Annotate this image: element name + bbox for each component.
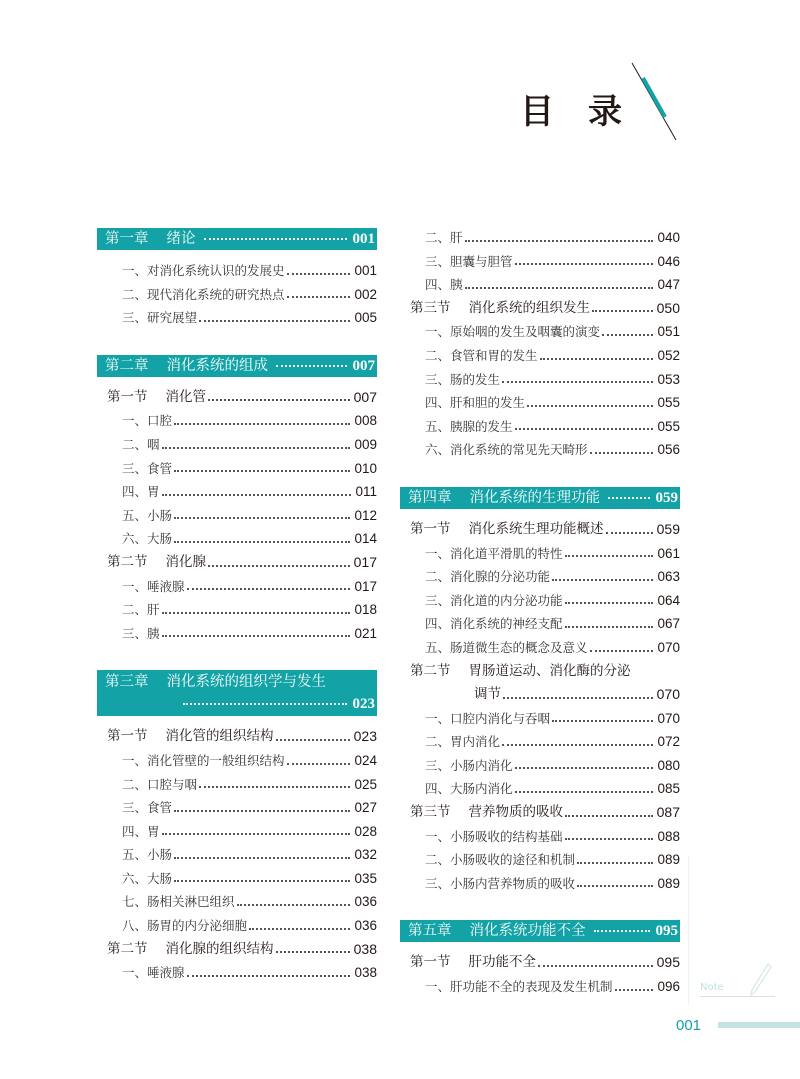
item-page: 056 [657, 442, 680, 458]
item-page: 051 [657, 324, 680, 340]
section-title: 消化系统的组织发生 [468, 299, 590, 316]
section-label: 第一节 [410, 520, 451, 537]
item-page: 038 [354, 965, 377, 981]
item-page: 072 [657, 734, 680, 750]
item-page: 021 [354, 625, 377, 641]
item-title: 四、肝和胆的发生 [425, 395, 526, 411]
item-title: 三、食管 [122, 800, 173, 816]
item-page: 088 [657, 828, 680, 844]
dot-leader [199, 786, 350, 788]
section-label: 第一节 [410, 954, 451, 971]
item-title: 六、大肠 [122, 531, 173, 547]
chapter-title: 消化系统的组织学与发生 [166, 674, 326, 691]
section-label: 第三节 [410, 299, 451, 316]
item-title: 三、肠的发生 [425, 371, 501, 387]
chapter-title: 消化系统的组成 [166, 357, 268, 374]
toc-item[interactable] [97, 820, 377, 844]
section-title: 肝功能不全 [468, 954, 536, 971]
section-page: 070 [656, 686, 680, 703]
toc-item[interactable] [400, 777, 680, 801]
dot-leader [162, 612, 351, 614]
section-title: 消化系统生理功能概述 [468, 520, 604, 537]
chapter-heading[interactable] [97, 355, 377, 377]
toc-item[interactable] [97, 504, 377, 528]
section-label: 第二节 [410, 662, 451, 679]
dot-leader [174, 517, 350, 519]
toc-item[interactable] [400, 542, 680, 566]
item-title: 一、消化道平滑肌的特性 [425, 545, 563, 561]
dot-leader [249, 928, 350, 930]
item-page: 052 [657, 347, 680, 363]
item-page: 040 [657, 230, 680, 245]
dot-leader [565, 838, 654, 840]
dot-leader [527, 405, 653, 407]
chapter-heading[interactable] [97, 670, 377, 716]
item-page: 012 [354, 507, 377, 523]
toc-item[interactable] [400, 438, 680, 462]
toc-item[interactable] [97, 796, 377, 820]
dot-leader [538, 965, 653, 967]
toc-item[interactable] [97, 961, 377, 985]
item-page: 064 [657, 592, 680, 608]
item-title: 三、消化道的内分泌功能 [425, 592, 563, 608]
toc-item[interactable] [400, 368, 680, 392]
page-number: 001 [676, 1017, 702, 1034]
toc-item[interactable] [97, 527, 377, 551]
item-title: 三、胰 [122, 625, 160, 641]
dot-leader [503, 697, 653, 699]
item-page: 063 [657, 569, 680, 585]
item-title: 一、对消化系统认识的发展史 [122, 263, 285, 278]
item-title: 一、口腔内消化与吞咽 [425, 710, 551, 726]
item-page: 047 [657, 277, 680, 293]
dot-leader [592, 310, 653, 312]
chapter-page: 059 [655, 489, 678, 506]
chapter-title: 绪论 [166, 231, 196, 247]
section-entry[interactable] [97, 386, 377, 410]
item-title: 二、现代消化系统的研究热点 [122, 286, 285, 302]
dot-leader [515, 428, 654, 430]
chapter-heading[interactable] [400, 920, 680, 942]
item-title: 一、唾液腺 [122, 578, 185, 594]
toc-item[interactable] [97, 480, 377, 504]
item-page: 055 [657, 395, 680, 411]
section-title-cont: 调节 [474, 686, 501, 703]
item-page: 009 [354, 436, 377, 452]
toc-item[interactable] [400, 612, 680, 636]
toc-item[interactable] [400, 344, 680, 368]
dot-leader [552, 579, 653, 581]
dot-leader [174, 880, 350, 882]
toc-item[interactable] [97, 259, 377, 283]
item-page: 089 [657, 852, 680, 868]
section-line-2 [410, 683, 680, 707]
toc-item[interactable] [400, 636, 680, 660]
item-page: 070 [657, 639, 680, 655]
item-title: 一、消化管壁的一般组织结构 [122, 752, 285, 768]
dot-leader [515, 263, 654, 265]
item-title: 四、大肠内消化 [425, 781, 513, 797]
toc-item[interactable] [400, 848, 680, 872]
section-page: 095 [656, 954, 680, 971]
toc-column-right [400, 226, 680, 999]
toc-item[interactable] [400, 754, 680, 778]
section-title: 消化腺的组织结构 [165, 940, 274, 957]
dot-leader [615, 989, 654, 991]
item-title: 三、小肠内消化 [425, 757, 513, 773]
dot-leader [162, 494, 352, 496]
dot-leader [502, 744, 653, 746]
item-title: 五、胰腺的发生 [425, 418, 513, 434]
dot-leader [187, 588, 351, 590]
section-title: 胃肠道运动、消化酶的分泌 [468, 662, 631, 679]
item-title: 一、小肠吸收的结构基础 [425, 828, 563, 844]
item-page: 014 [354, 531, 377, 547]
chapter-label: 第一章 [105, 231, 149, 247]
item-page: 061 [657, 545, 680, 561]
dot-leader [162, 635, 351, 637]
section-label: 第一节 [107, 388, 148, 405]
item-title: 一、原始咽的发生及咽囊的演变 [425, 324, 601, 340]
note-label: Note [700, 982, 724, 993]
item-page: 008 [354, 413, 377, 429]
dot-leader [174, 423, 350, 425]
item-page: 027 [354, 800, 377, 816]
item-title: 三、食管 [122, 460, 173, 476]
toc-item[interactable] [97, 843, 377, 867]
dot-leader [187, 975, 351, 977]
chapter-spacer [97, 330, 377, 355]
item-page: 002 [354, 286, 377, 302]
dot-leader [602, 334, 653, 336]
item-page: 089 [657, 875, 680, 891]
toc-item[interactable] [400, 273, 680, 297]
item-title: 八、肠胃的内分泌细胞 [122, 918, 248, 934]
toc-item[interactable] [400, 565, 680, 589]
dot-leader [287, 273, 351, 275]
chapter-label: 第二章 [105, 357, 149, 374]
dot-leader [174, 541, 350, 543]
item-title: 二、肝 [425, 230, 463, 245]
item-page: 035 [354, 870, 377, 886]
section-label: 第二节 [107, 553, 148, 570]
dot-leader [540, 358, 654, 360]
dot-leader [565, 555, 654, 557]
toc-item[interactable] [97, 433, 377, 457]
chapter-spacer [400, 895, 680, 920]
toc-item[interactable] [400, 320, 680, 344]
dot-leader [174, 857, 350, 859]
item-title: 五、肠道微生态的概念及意义 [425, 639, 588, 655]
item-title: 五、小肠 [122, 847, 173, 863]
toc-item[interactable] [400, 872, 680, 896]
chapter-spacer [97, 645, 377, 670]
chapter-label: 第五章 [408, 923, 452, 940]
chapter-label: 第三章 [105, 674, 149, 691]
item-page: 080 [657, 757, 680, 773]
item-page: 028 [354, 823, 377, 839]
page-title: 目录 [520, 92, 656, 132]
toc-item[interactable] [400, 707, 680, 731]
section-page: 007 [353, 388, 377, 405]
toc-item[interactable] [97, 409, 377, 433]
dot-leader [237, 904, 351, 906]
section-entry[interactable] [400, 297, 680, 321]
chapter-line-2 [105, 693, 375, 715]
chapter-page: 095 [655, 923, 678, 940]
section-entry[interactable] [97, 725, 377, 749]
chapter-spacer [400, 462, 680, 487]
section-page: 023 [353, 728, 377, 745]
item-title: 二、消化腺的分泌功能 [425, 569, 551, 585]
dot-leader [465, 240, 654, 242]
dot-leader [594, 930, 650, 932]
dot-leader [608, 497, 650, 499]
item-title: 四、消化系统的神经支配 [425, 616, 563, 632]
item-page: 036 [354, 894, 377, 910]
section-page: 059 [656, 520, 680, 537]
item-title: 五、小肠 [122, 507, 173, 523]
item-title: 一、口腔 [122, 413, 173, 429]
section-entry[interactable] [400, 518, 680, 542]
toc-item[interactable] [97, 598, 377, 622]
dot-leader [565, 602, 654, 604]
chapter-title: 消化系统的生理功能 [469, 489, 600, 506]
item-title: 七、肠相关淋巴组织 [122, 894, 235, 910]
pen-icon [748, 962, 772, 998]
item-page: 032 [354, 847, 377, 863]
section-entry[interactable] [400, 660, 680, 707]
chapter-page: 023 [352, 696, 375, 713]
section-page: 038 [353, 940, 377, 957]
item-page: 011 [355, 484, 377, 500]
section-label: 第一节 [107, 728, 148, 745]
dot-leader [606, 532, 653, 534]
toc-item[interactable] [400, 415, 680, 439]
decorative-slash-icon [628, 60, 683, 145]
toc-item[interactable] [400, 975, 680, 999]
dot-leader [287, 763, 351, 765]
toc-item[interactable] [97, 457, 377, 481]
toc-item[interactable] [400, 589, 680, 613]
dot-leader [590, 650, 654, 652]
section-title: 消化管的组织结构 [165, 728, 274, 745]
section-title: 消化腺 [165, 553, 206, 570]
item-page: 024 [354, 752, 377, 768]
item-title: 一、唾液腺 [122, 965, 185, 981]
toc-item[interactable] [97, 622, 377, 646]
dot-leader [590, 452, 654, 454]
item-page: 005 [354, 310, 377, 326]
section-entry[interactable] [400, 801, 680, 825]
section-label: 第三节 [410, 804, 451, 821]
item-page: 017 [354, 578, 377, 594]
dot-leader [162, 447, 351, 449]
section-title: 消化管 [165, 388, 206, 405]
chapter-label: 第四章 [408, 489, 452, 506]
toc-item[interactable] [400, 391, 680, 415]
dot-leader [199, 320, 350, 322]
dot-leader [565, 626, 654, 628]
toc-item[interactable] [97, 890, 377, 914]
item-title: 二、胃内消化 [425, 734, 501, 750]
dot-leader [183, 703, 347, 705]
toc-item[interactable] [97, 914, 377, 938]
section-entry[interactable] [400, 951, 680, 975]
item-title: 三、研究展望 [122, 310, 198, 326]
item-page: 053 [657, 371, 680, 387]
toc-item[interactable] [400, 730, 680, 754]
toc-item[interactable] [400, 250, 680, 274]
toc-column-left [97, 228, 377, 985]
item-page: 018 [354, 602, 377, 618]
dot-leader [577, 862, 653, 864]
chapter-line-1 [105, 671, 375, 693]
chapter-heading[interactable] [400, 487, 680, 509]
toc-item[interactable] [97, 773, 377, 797]
item-page: 067 [657, 616, 680, 632]
item-title: 二、咽 [122, 436, 160, 452]
dot-leader [276, 365, 347, 367]
dot-leader [287, 296, 351, 298]
dot-leader [515, 791, 654, 793]
item-title: 六、大肠 [122, 870, 173, 886]
section-label: 第二节 [107, 940, 148, 957]
toc-item[interactable] [97, 867, 377, 891]
dot-leader [276, 951, 350, 953]
item-title: 二、口腔与咽 [122, 776, 198, 792]
section-page: 087 [656, 804, 680, 821]
dot-leader [208, 565, 350, 567]
item-title: 二、食管和胃的发生 [425, 347, 538, 363]
chapter-page: 007 [352, 357, 375, 374]
section-title: 营养物质的吸收 [468, 804, 563, 821]
item-page: 085 [657, 781, 680, 797]
dot-leader [565, 815, 653, 817]
item-title: 一、肝功能不全的表现及发生机制 [425, 979, 613, 995]
item-page: 001 [354, 263, 377, 278]
chapter-heading[interactable] [97, 228, 377, 250]
chapter-title: 消化系统功能不全 [469, 923, 586, 940]
section-entry[interactable] [97, 938, 377, 962]
section-entry[interactable] [97, 551, 377, 575]
item-page: 046 [657, 253, 680, 269]
item-title: 三、胆囊与胆管 [425, 253, 513, 269]
item-title: 二、肝 [122, 602, 160, 618]
dot-leader [174, 470, 350, 472]
item-page: 036 [354, 918, 377, 934]
item-page: 055 [657, 418, 680, 434]
item-page: 096 [657, 979, 680, 995]
item-title: 三、小肠内营养物质的吸收 [425, 875, 576, 891]
toc-item[interactable] [97, 749, 377, 773]
dot-leader [515, 767, 654, 769]
dot-leader [174, 810, 350, 812]
section-page: 017 [353, 553, 377, 570]
toc-item[interactable] [97, 283, 377, 307]
dot-leader [465, 287, 654, 289]
item-page: 070 [657, 710, 680, 726]
item-title: 二、小肠吸收的途径和机制 [425, 852, 576, 868]
toc-item[interactable] [97, 306, 377, 330]
item-title: 六、消化系统的常见先天畸形 [425, 442, 588, 458]
toc-item[interactable] [400, 226, 680, 250]
toc-item[interactable] [400, 825, 680, 849]
section-line-1 [410, 660, 680, 684]
dot-leader [552, 720, 653, 722]
item-title: 四、胃 [122, 484, 160, 500]
item-title: 四、胰 [425, 277, 463, 293]
dot-leader [577, 885, 653, 887]
page-number-bar [718, 1022, 800, 1028]
dot-leader [502, 381, 653, 383]
chapter-page: 001 [352, 231, 375, 247]
dot-leader [208, 399, 350, 401]
item-page: 025 [354, 776, 377, 792]
toc-item[interactable] [97, 575, 377, 599]
dot-leader [162, 833, 351, 835]
dot-leader [276, 739, 350, 741]
dot-leader [204, 238, 347, 240]
item-page: 010 [354, 460, 377, 476]
item-title: 四、胃 [122, 823, 160, 839]
section-page: 050 [656, 299, 680, 316]
